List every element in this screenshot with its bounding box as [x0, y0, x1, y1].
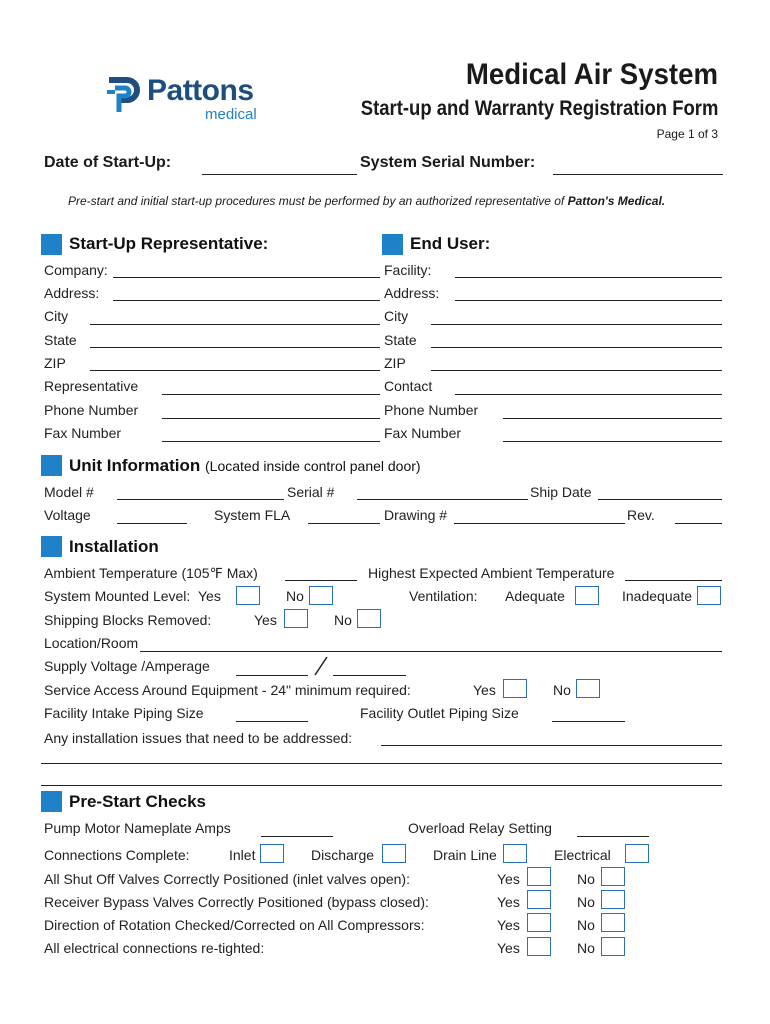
date-of-startup-label: Date of Start-Up: [44, 154, 172, 171]
check-electrical-label: All electrical connections re-tighted: [44, 940, 265, 956]
overload-relay-field[interactable] [577, 836, 649, 837]
prestart-marker [41, 791, 62, 812]
end-user-title: End User: [410, 234, 491, 253]
logo-sub: medical [205, 106, 257, 123]
check-bypass-valves-yes-checkbox[interactable] [527, 890, 551, 909]
pattons-logo [105, 72, 275, 128]
system-fla-label: System FLA [214, 507, 291, 523]
rev-label: Rev. [627, 507, 655, 523]
check-rotation-no-checkbox[interactable] [601, 913, 625, 932]
user-facility-field[interactable] [455, 277, 722, 278]
user-contact-field[interactable] [455, 394, 722, 395]
ventilation-adequate-checkbox[interactable] [575, 586, 599, 605]
rep-state-field[interactable] [90, 347, 380, 348]
end-user-marker [382, 234, 403, 255]
shipping-blocks-no-checkbox[interactable] [357, 609, 381, 628]
ventilation-adequate-label: Adequate [505, 588, 565, 604]
rep-zip-field[interactable] [90, 370, 380, 371]
installation-issues-label: Any installation issues that need to be addressed: [44, 730, 353, 746]
connection-drain-line-checkbox[interactable] [503, 844, 527, 863]
rep-zip-label: ZIP [44, 355, 66, 371]
rep-phone-label: Phone Number [44, 402, 139, 418]
ventilation-inadequate-label: Inadequate [622, 588, 693, 604]
pump-motor-field[interactable] [261, 836, 333, 837]
connection-drain-line-label: Drain Line [433, 847, 497, 863]
check-bypass-valves-label: Receiver Bypass Valves Correctly Positioned (bypass closed): [44, 894, 429, 910]
rep-representative-label: Representative [44, 378, 139, 394]
ambient-temp-field[interactable] [285, 580, 357, 581]
installation-issues-field-1[interactable] [381, 745, 722, 746]
supply-voltage-label: Supply Voltage /Amperage [44, 658, 210, 674]
rep-state-label: State [44, 332, 77, 348]
user-state-label: State [384, 332, 417, 348]
rep-phone-field[interactable] [162, 418, 380, 419]
pattons-logo-mark-icon [105, 74, 145, 118]
model-label: Model # [44, 484, 94, 500]
installation-marker [41, 536, 62, 557]
prestart-note: Pre-start and initial start-up procedures must be performed by an authorized representative of Patton's Medical. [68, 194, 666, 208]
system-fla-field[interactable] [308, 523, 380, 524]
check-rotation-yes-checkbox[interactable] [527, 913, 551, 932]
rep-fax-label: Fax Number [44, 425, 122, 441]
rep-company-label: Company: [44, 262, 108, 278]
service-access-no-label: No [553, 682, 571, 698]
connections-complete-label: Connections Complete: [44, 847, 190, 863]
check-electrical-no-label: No [577, 940, 595, 956]
location-room-label: Location/Room [44, 635, 139, 651]
check-rotation-label: Direction of Rotation Checked/Corrected on All Compressors: [44, 917, 425, 933]
user-phone-field[interactable] [503, 418, 722, 419]
highest-ambient-field[interactable] [625, 580, 722, 581]
user-zip-field[interactable] [431, 370, 722, 371]
user-facility-label: Facility: [384, 262, 432, 278]
date-of-startup-field[interactable] [202, 174, 357, 175]
unit-info-title: Unit Information (Located inside control panel door) [69, 456, 421, 475]
rep-company-field[interactable] [113, 277, 380, 278]
system-mounted-yes-checkbox[interactable] [236, 586, 260, 605]
slash-separator-icon [313, 656, 329, 676]
user-fax-label: Fax Number [384, 425, 462, 441]
system-serial-label: System Serial Number: [360, 154, 536, 171]
ventilation-label: Ventilation: [409, 588, 478, 604]
rep-representative-field[interactable] [162, 394, 380, 395]
ship-date-field[interactable] [598, 499, 722, 500]
check-shutoff-valves-no-checkbox[interactable] [601, 867, 625, 886]
check-shutoff-valves-yes-checkbox[interactable] [527, 867, 551, 886]
rep-address-field[interactable] [113, 300, 380, 301]
voltage-label: Voltage [44, 507, 91, 523]
connection-electrical-checkbox[interactable] [625, 844, 649, 863]
connection-discharge-label: Discharge [311, 847, 375, 863]
logo-brand: Pattons [147, 74, 254, 107]
user-zip-label: ZIP [384, 355, 406, 371]
system-mounted-label: System Mounted Level: [44, 588, 191, 604]
outlet-piping-field[interactable] [552, 721, 625, 722]
rep-fax-field[interactable] [162, 441, 380, 442]
supply-amperage-field[interactable] [333, 675, 406, 676]
drawing-field[interactable] [454, 523, 625, 524]
check-shutoff-valves-no-label: No [577, 871, 595, 887]
intake-piping-field[interactable] [236, 721, 308, 722]
user-phone-label: Phone Number [384, 402, 479, 418]
form-subtitle: Start-up and Warranty Registration Form [360, 97, 718, 120]
rev-field[interactable] [675, 523, 722, 524]
service-access-yes-label: Yes [473, 682, 496, 698]
service-access-no-checkbox[interactable] [576, 679, 600, 698]
startup-rep-marker [41, 234, 62, 255]
shipping-blocks-yes-checkbox[interactable] [284, 609, 308, 628]
user-city-field[interactable] [431, 324, 722, 325]
shipping-blocks-yes-label: Yes [254, 612, 277, 628]
ship-date-label: Ship Date [530, 484, 592, 500]
system-serial-field[interactable] [553, 174, 723, 175]
supply-voltage-field[interactable] [236, 675, 308, 676]
check-shutoff-valves-label: All Shut Off Valves Correctly Positioned (inlet valves open): [44, 871, 410, 887]
connection-electrical-label: Electrical [554, 847, 611, 863]
user-state-field[interactable] [431, 347, 722, 348]
unit-info-marker [41, 455, 62, 476]
check-bypass-valves-no-label: No [577, 894, 595, 910]
check-electrical-yes-label: Yes [497, 940, 520, 956]
intake-piping-label: Facility Intake Piping Size [44, 705, 204, 721]
overload-relay-label: Overload Relay Setting [408, 820, 552, 836]
connection-inlet-checkbox[interactable] [260, 844, 284, 863]
check-bypass-valves-no-checkbox[interactable] [601, 890, 625, 909]
service-access-label: Service Access Around Equipment - 24" minimum required: [44, 682, 411, 698]
location-room-field[interactable] [140, 651, 722, 652]
rep-city-label: City [44, 308, 69, 324]
system-mounted-yes-label: Yes [198, 588, 221, 604]
startup-rep-title: Start-Up Representative: [69, 234, 269, 253]
check-shutoff-valves-yes-label: Yes [497, 871, 520, 887]
check-electrical-no-checkbox[interactable] [601, 937, 625, 956]
pump-motor-label: Pump Motor Nameplate Amps [44, 820, 231, 836]
system-mounted-no-label: No [286, 588, 304, 604]
connection-inlet-label: Inlet [229, 847, 256, 863]
user-city-label: City [384, 308, 409, 324]
shipping-blocks-no-label: No [334, 612, 352, 628]
form-title: Medical Air System [465, 58, 718, 91]
outlet-piping-label: Facility Outlet Piping Size [360, 705, 519, 721]
user-fax-field[interactable] [503, 441, 722, 442]
check-electrical-yes-checkbox[interactable] [527, 937, 551, 956]
check-bypass-valves-yes-label: Yes [497, 894, 520, 910]
page-number: Page 1 of 3 [656, 127, 718, 141]
prestart-title: Pre-Start Checks [69, 792, 207, 811]
service-access-yes-checkbox[interactable] [503, 679, 527, 698]
user-contact-label: Contact [384, 378, 433, 394]
model-field[interactable] [117, 499, 284, 500]
serial-label: Serial # [287, 484, 335, 500]
serial-field[interactable] [357, 499, 528, 500]
installation-issues-field-2[interactable] [41, 763, 722, 764]
rep-city-field[interactable] [90, 324, 380, 325]
drawing-label: Drawing # [384, 507, 448, 523]
system-mounted-no-checkbox[interactable] [309, 586, 333, 605]
rep-address-label: Address: [44, 285, 100, 301]
user-address-label: Address: [384, 285, 440, 301]
voltage-field[interactable] [117, 523, 187, 524]
shipping-blocks-label: Shipping Blocks Removed: [44, 612, 212, 628]
installation-title: Installation [69, 537, 159, 556]
ventilation-inadequate-checkbox[interactable] [697, 586, 721, 605]
connection-discharge-checkbox[interactable] [382, 844, 406, 863]
installation-issues-field-3[interactable] [41, 785, 722, 786]
ambient-temp-label: Ambient Temperature (105℉ Max) [44, 565, 258, 581]
user-address-field[interactable] [455, 300, 722, 301]
highest-ambient-label: Highest Expected Ambient Temperature [368, 565, 615, 581]
check-rotation-no-label: No [577, 917, 595, 933]
check-rotation-yes-label: Yes [497, 917, 520, 933]
